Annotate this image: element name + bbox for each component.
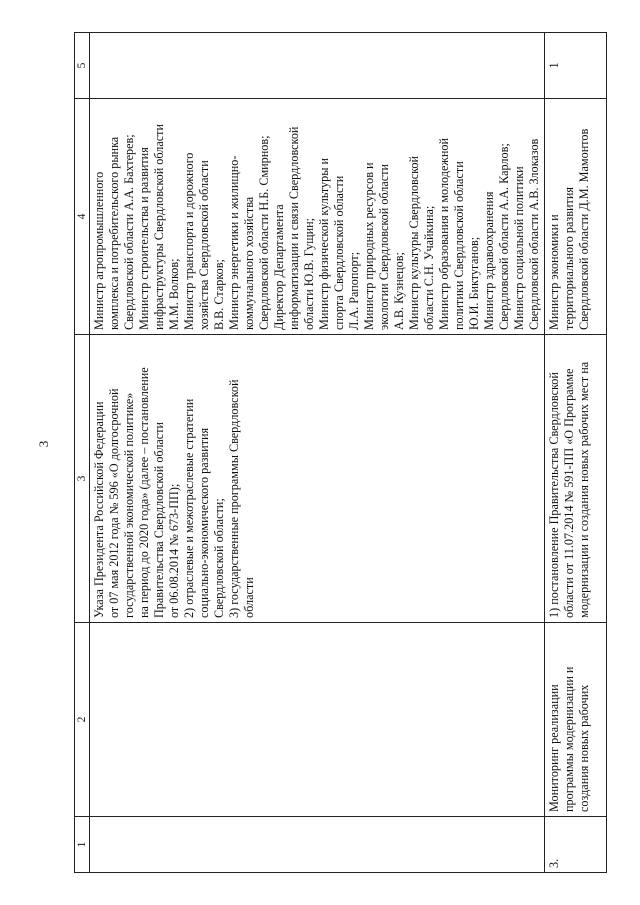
text-line: 2) отраслевые и межотраслевые стратегии	[182, 398, 196, 618]
text-line: Министр социальной политики	[512, 166, 526, 330]
text-line: Л.А. Рапопорт;	[347, 251, 361, 330]
page-number: 3	[36, 440, 51, 448]
text-line: государственной экономической политике»	[122, 392, 136, 618]
text-line: Министр здравоохранения	[482, 191, 496, 330]
text-line: области Ю.В. Гущин;	[302, 217, 316, 330]
event-name-cell	[90, 623, 545, 817]
text-line: территориального развития	[562, 187, 576, 330]
text-line: Директор Департамента	[272, 204, 286, 330]
event-name-cell	[545, 623, 607, 817]
text-line: Ю.И. Биктуганов;	[467, 236, 481, 330]
responsible-cell	[90, 99, 545, 335]
table-row	[90, 33, 545, 873]
text-line: комплекса и потребительского рынка	[107, 136, 121, 330]
header-cell-4: 4	[75, 99, 90, 335]
text-line: Мониторинг реализации	[547, 684, 561, 812]
text-line: Указа Президента Российской Федерации	[92, 401, 106, 618]
column5-cell: 1	[545, 33, 607, 99]
text-line: Министр природных ресурсов и	[362, 162, 376, 330]
responsible-cell	[545, 99, 607, 335]
row-number-cell	[90, 817, 545, 873]
text-line: Министр образования и молодежной	[437, 138, 451, 330]
text-line: области	[242, 577, 256, 618]
text-line: на период до 2020 года» (далее – постановление	[137, 367, 151, 618]
text-line: от 06.08.2014 № 673-ПП);	[167, 483, 181, 618]
text-line: Министр строительства и развития	[137, 147, 151, 330]
text-line: М.М. Волков;	[167, 258, 181, 330]
text-line: области С.Н. Учайкина;	[422, 205, 436, 330]
text-line: инфраструктуры Свердловской области	[152, 123, 166, 330]
text-line: Свердловской области А.А. Бахтерев;	[122, 134, 136, 330]
table-header-row	[75, 33, 90, 873]
text-line: модернизации и создания новых рабочих мест на	[577, 361, 591, 618]
text-line: 3) государственные программы Свердловской	[227, 379, 241, 618]
text-line: Правительства Свердловской области	[152, 421, 166, 618]
text-line: Министр культуры Свердловской	[407, 155, 421, 330]
text-line: Министр транспорта и дорожного	[182, 152, 196, 330]
header-cell-3: 3	[75, 335, 90, 623]
text-line: Свердловской области А.В. Злоказов	[527, 138, 541, 330]
text-line: программы модернизации и	[562, 666, 576, 812]
text-line: 1) постановление Правительства Свердловской	[547, 372, 561, 618]
text-line: А.В. Кузнецов;	[392, 252, 406, 330]
text-line: от 07 мая 2012 года № 596 «О долгосрочной	[107, 388, 121, 618]
basis-cell	[545, 335, 607, 623]
text-line: Свердловской области Д.М. Мамонтов	[577, 128, 591, 330]
text-line: информатизации и связи Свердловской	[287, 126, 301, 330]
header-cell-5: 5	[75, 33, 90, 99]
row-number-cell: 3.	[545, 817, 607, 873]
text-line: В.В. Старков;	[212, 259, 226, 330]
text-line: коммунального хозяйства	[242, 196, 256, 330]
text-line: политики Свердловской области	[452, 161, 466, 330]
text-line: Министр агропромышленного	[92, 171, 106, 330]
column5-cell	[90, 33, 545, 99]
table-row	[545, 33, 607, 873]
text-line: Свердловской области Н.Б. Смирнов;	[257, 135, 271, 330]
text-line: Министр энергетики и жилищно-	[227, 155, 241, 330]
text-line: Свердловской области;	[212, 498, 226, 618]
text-line: социально-экономического развития	[197, 427, 211, 618]
header-cell-2: 2	[75, 623, 90, 817]
basis-cell	[90, 335, 545, 623]
text-line: спорта Свердловской области	[332, 175, 346, 330]
text-line: Министр физической культуры и	[317, 158, 331, 330]
text-line: Свердловской области А.А. Карлов;	[497, 143, 511, 330]
document-table-rotated	[74, 33, 604, 873]
text-line: области от 11.07.2014 № 591-ПП «О Программе	[562, 368, 576, 618]
text-line: Министр экономики и	[547, 214, 561, 330]
text-line: хозяйства Свердловской области	[197, 160, 211, 330]
text-line: создания новых рабочих	[577, 684, 591, 812]
header-cell-1: 1	[75, 817, 90, 873]
text-line: экологии Свердловской области	[377, 163, 391, 330]
plan-table	[74, 32, 607, 873]
